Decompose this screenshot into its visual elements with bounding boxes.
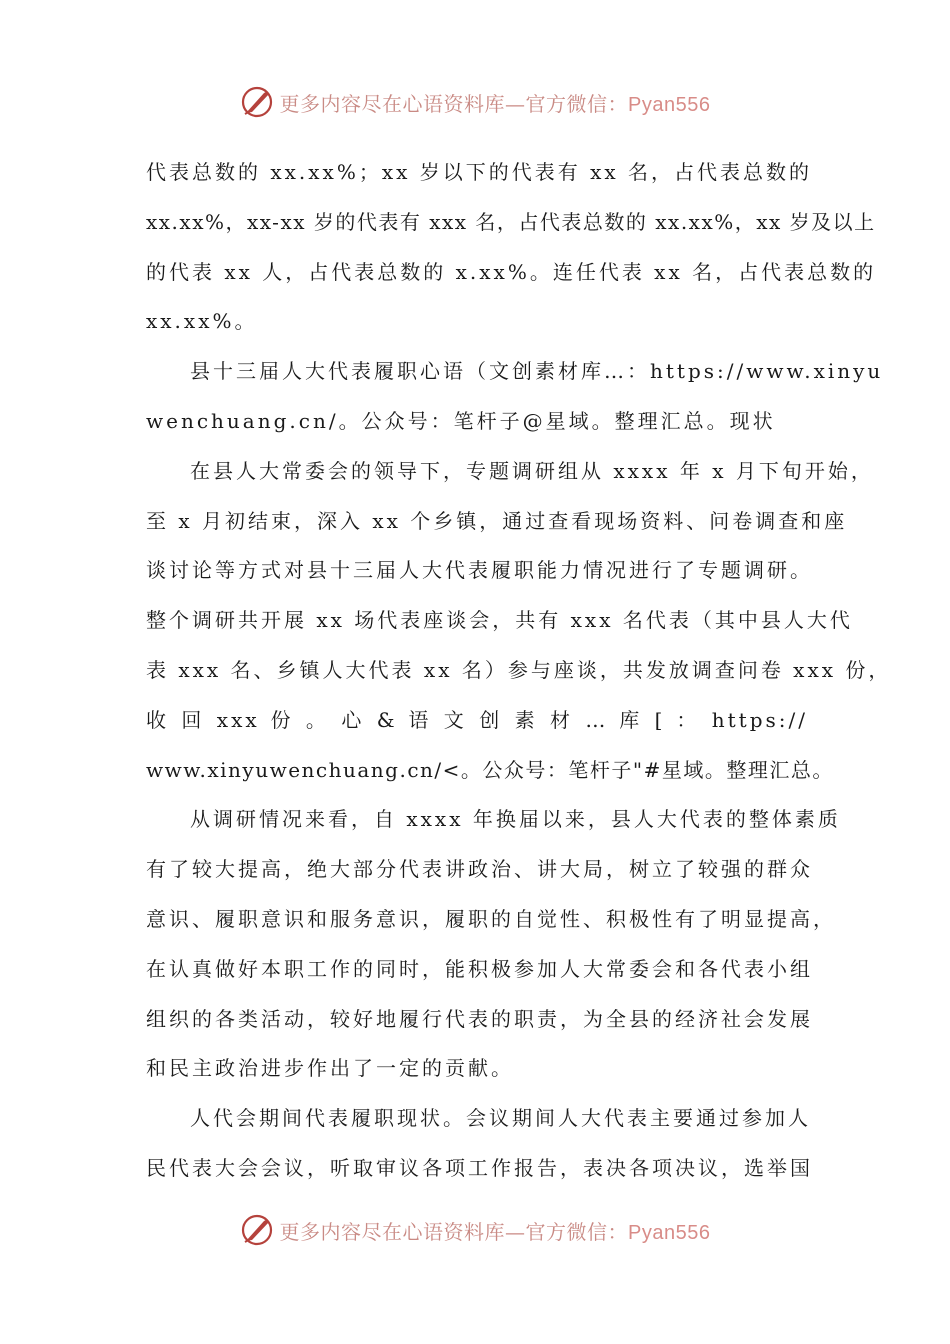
text-line: 表 xxx 名、乡镇人大代表 xx 名）参与座谈，共发放调查问卷 xxx 份， xyxy=(146,657,892,682)
footer-banner xyxy=(0,1208,950,1252)
text-line: 和民主政治进步作出了一定的贡献。 xyxy=(146,1056,514,1081)
text-line: 谈讨论等方式对县十三届人大代表履职能力情况进行了专题调研。 xyxy=(146,558,813,583)
text-line: 收 回 xxx 份 。 心 & 语 文 创 素 材 … 库 [ ： https:// xyxy=(146,707,808,732)
text-line: 组织的各类活动，较好地履行代表的职责，为全县的经济社会发展 xyxy=(146,1006,813,1031)
text-line: 整个调研共开展 xx 场代表座谈会，共有 xxx 名代表（其中县人大代 xyxy=(146,608,853,633)
header-banner xyxy=(0,80,950,124)
text-line: 从调研情况来看，自 xxxx 年换届以来，县人大代表的整体素质 xyxy=(190,807,841,832)
text-line: 在认真做好本职工作的同时，能积极参加人大常委会和各代表小组 xyxy=(146,956,813,981)
text-line: 民代表大会会议，听取审议各项工作报告，表决各项决议，选举国 xyxy=(146,1155,813,1180)
text-line: 至 x 月初结束，深入 xx 个乡镇，通过查看现场资料、问卷调查和座 xyxy=(146,508,848,533)
text-line: 代表总数的 xx.xx%；xx 岁以下的代表有 xx 名，占代表总数的 xyxy=(146,160,813,184)
header-wechat-id: Pyan556 xyxy=(628,93,711,116)
text-line: 县十三届人大代表履职心语（文创素材库…：https://www.xinyu xyxy=(190,359,884,384)
text-line: xx.xx%。 xyxy=(146,309,258,334)
quill-pen-logo-icon xyxy=(240,85,274,119)
text-line: 的代表 xx 人，占代表总数的 x.xx%。连任代表 xx 名，占代表总数的 xyxy=(146,259,877,284)
text-line: wenchuang.cn/。公众号：笔杆子@星域。整理汇总。现状 xyxy=(146,408,776,433)
quill-pen-logo-icon xyxy=(240,1213,274,1247)
footer-wechat-id: Pyan556 xyxy=(628,1221,711,1244)
text-line: 有了较大提高，绝大部分代表讲政治、讲大局，树立了较强的群众 xyxy=(146,857,813,882)
header-banner-text: 更多内容尽在心语资料库—官方微信：Pyan556 xyxy=(279,91,711,116)
document-body xyxy=(146,148,892,1194)
text-line: 意识、履职意识和服务意识，履职的自觉性、积极性有了明显提高， xyxy=(146,906,836,931)
text-line: www.xinyuwenchuang.cn/<。公众号：笔杆子"#星域。整理汇总。 xyxy=(146,757,834,782)
text-line: 在县人大常委会的领导下，专题调研组从 xxxx 年 x 月下旬开始， xyxy=(190,458,874,483)
text-line: 人代会期间代表履职现状。会议期间人大代表主要通过参加人 xyxy=(190,1106,811,1131)
text-line: xx.xx%，xx-xx 岁的代表有 xxx 名，占代表总数的 xx.xx%，xx 岁及以上 xyxy=(146,209,876,234)
footer-banner-text: 更多内容尽在心语资料库—官方微信：Pyan556 xyxy=(279,1219,711,1244)
